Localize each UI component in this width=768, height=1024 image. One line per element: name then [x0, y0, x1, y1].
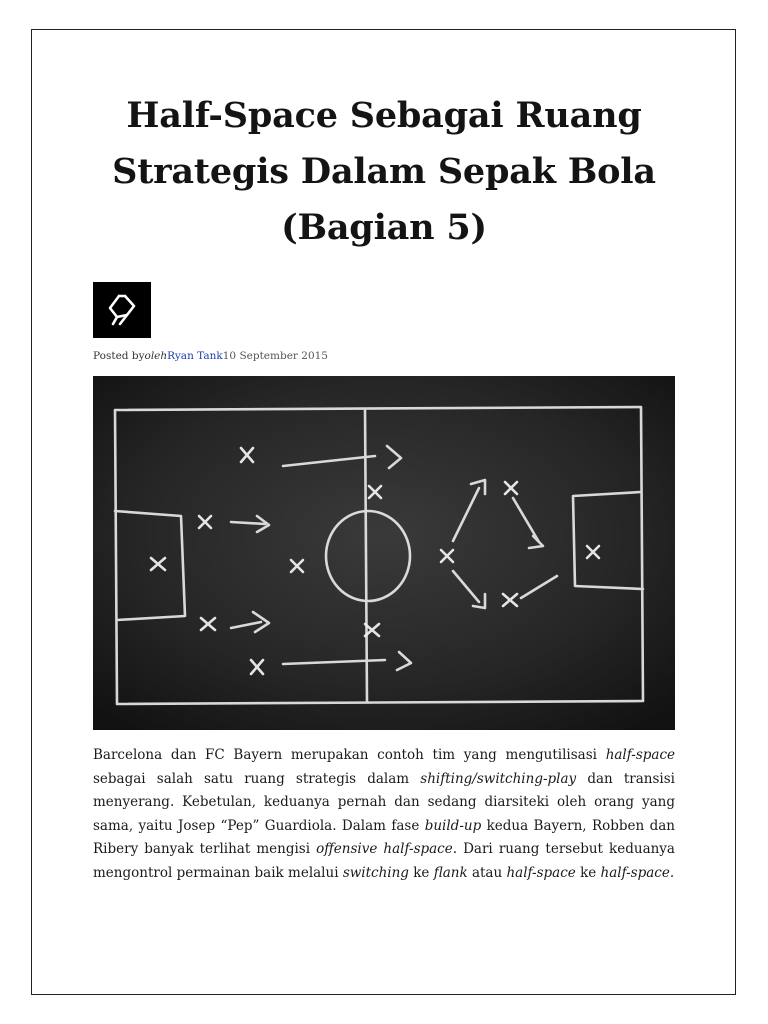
paragraph-text: atau: [467, 864, 507, 881]
paragraph-emphasis: half-space: [506, 864, 576, 881]
hero-image: [93, 376, 675, 730]
posted-by-label: Posted by: [93, 350, 145, 362]
paragraph-text: kedua Bayern, Robben dan Ribery banyak terlihat mengisi: [93, 817, 675, 858]
publisher-logo-icon[interactable]: [93, 282, 151, 338]
byline: [93, 350, 328, 362]
paragraph-text: dan transisi menyerang. Kebetulan, keduanya pernah dan sedang diarsiteki oleh orang yang sama, yaitu Josep “Pep” Guardiola. Dalam fase: [93, 770, 675, 834]
oleh-label: oleh: [144, 350, 168, 362]
paragraph-emphasis: half-space: [605, 747, 675, 763]
paragraph-emphasis: shifting/switching-play: [420, 770, 577, 787]
paragraph-emphasis: switching: [342, 864, 409, 881]
paragraph-text: . Dari ruang tersebut keduanya mengontrol permainan baik melalui: [93, 841, 675, 881]
publish-date: 10 September 2015: [222, 350, 328, 362]
paragraph-text: Barcelona dan FC Bayern merupakan contoh tim yang mengutilisasi: [93, 747, 606, 763]
chalkboard-tactics-icon: [93, 376, 675, 730]
paragraph-emphasis: flank: [433, 864, 468, 881]
article-paragraph: [93, 744, 675, 886]
title-line-1: Half-Space Sebagai Ruang: [126, 95, 642, 136]
paragraph-text: ke: [408, 864, 434, 881]
paragraph-emphasis: offensive half-space: [316, 841, 453, 858]
title-line-2: Strategis Dalam Sepak Bola: [112, 151, 656, 192]
paragraph-emphasis: build-up: [424, 817, 482, 834]
paragraph-text: sebagai salah satu ruang strategis dalam: [93, 770, 421, 787]
paragraph-emphasis: half-space.: [600, 864, 675, 881]
title-line-3: (Bagian 5): [281, 207, 487, 248]
author-link[interactable]: Ryan Tank: [167, 350, 223, 362]
article-title: [60, 88, 708, 256]
paragraph-text: ke: [575, 864, 601, 881]
